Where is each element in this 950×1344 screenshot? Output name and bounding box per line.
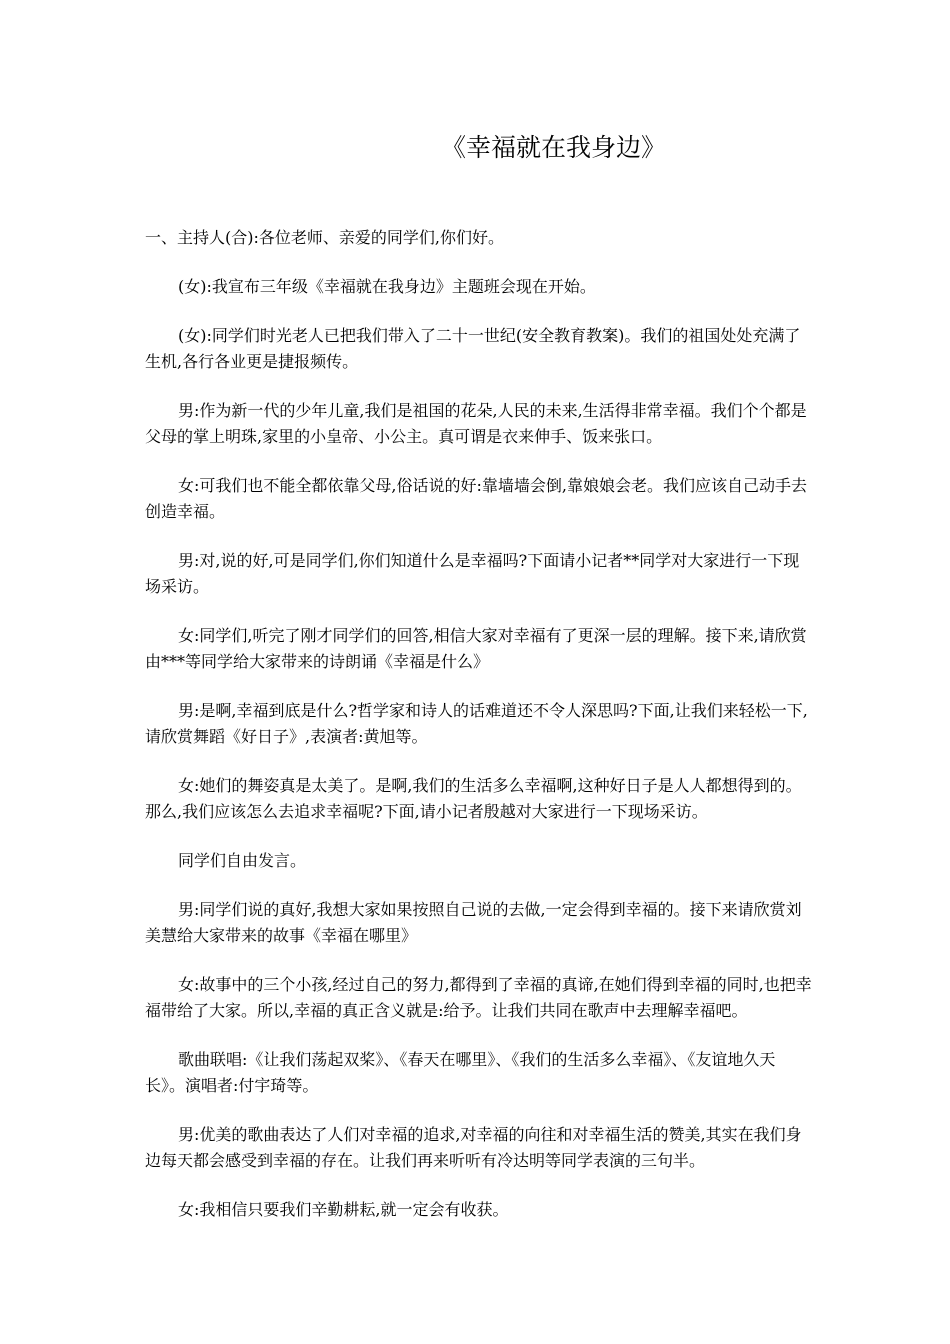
paragraph-5: 女:可我们也不能全都依靠父母,俗话说的好:靠墙墙会倒,靠娘娘会老。我们应该自己动手去创造幸福。 [145, 476, 807, 521]
paragraph-14: 男:优美的歌曲表达了人们对幸福的追求,对幸福的向往和对幸福生活的赞美,其实在我们身边每天都会感受到幸福的存在。让我们再来听听有冷达明等同学表演的三句半。 [145, 1125, 802, 1170]
paragraph-12: 女:故事中的三个小孩,经过自己的努力,都得到了幸福的真谛,在她们得到幸福的同时,也把幸福带给了大家。所以,幸福的真正含义就是:给予。让我们共同在歌声中去理解幸福吧。 [145, 975, 812, 1020]
document-body [145, 225, 815, 1246]
paragraph-10: 同学们自由发言。 [178, 851, 307, 870]
paragraph-1: 一、主持人(合):各位老师、亲爱的同学们,你们好。 [145, 228, 504, 247]
paragraph-4: 男:作为新一代的少年儿童,我们是祖国的花朵,人民的未来,生活得非常幸福。我们个个都是父母的掌上明珠,家里的小皇帝、小公主。真可谓是衣来伸手、饭来张口。 [145, 401, 807, 446]
paragraph-13: 歌曲联唱:《让我们荡起双桨》、《春天在哪里》、《我们的生活多么幸福》、《友谊地久天长》。演唱者:付宇琦等。 [145, 1050, 776, 1095]
paragraph-11: 男:同学们说的真好,我想大家如果按照自己说的去做,一定会得到幸福的。接下来请欣赏刘美慧给大家带来的故事《幸福在哪里》 [145, 900, 802, 945]
paragraph-15: 女:我相信只要我们辛勤耕耘,就一定会有收获。 [178, 1200, 509, 1219]
paragraph-6: 男:对,说的好,可是同学们,你们知道什么是幸福吗?下面请小记者**同学对大家进行一下现场采访。 [145, 551, 800, 596]
paragraph-8: 男:是啊,幸福到底是什么?哲学家和诗人的话难道还不令人深思吗?下面,让我们来轻松一下,请欣赏舞蹈《好日子》,表演者:黄旭等。 [145, 701, 808, 746]
document-title: 《幸福就在我身边》 [441, 133, 667, 162]
paragraph-9: 女:她们的舞姿真是太美了。是啊,我们的生活多么幸福啊,这种好日子是人人都想得到的。那么,我们应该怎么去追求幸福呢?下面,请小记者殷越对大家进行一下现场采访。 [145, 776, 802, 821]
paragraph-2: (女):我宣布三年级《幸福就在我身边》主题班会现在开始。 [178, 277, 596, 296]
paragraph-7: 女:同学们,听完了刚才同学们的回答,相信大家对幸福有了更深一层的理解。接下来,请欣赏由***等同学给大家带来的诗朗诵《幸福是什么》 [145, 626, 807, 671]
paragraph-3: (女):同学们时光老人已把我们带入了二十一世纪(安全教育教案)。我们的祖国处处充满了生机,各行各业更是捷报频传。 [145, 326, 801, 371]
